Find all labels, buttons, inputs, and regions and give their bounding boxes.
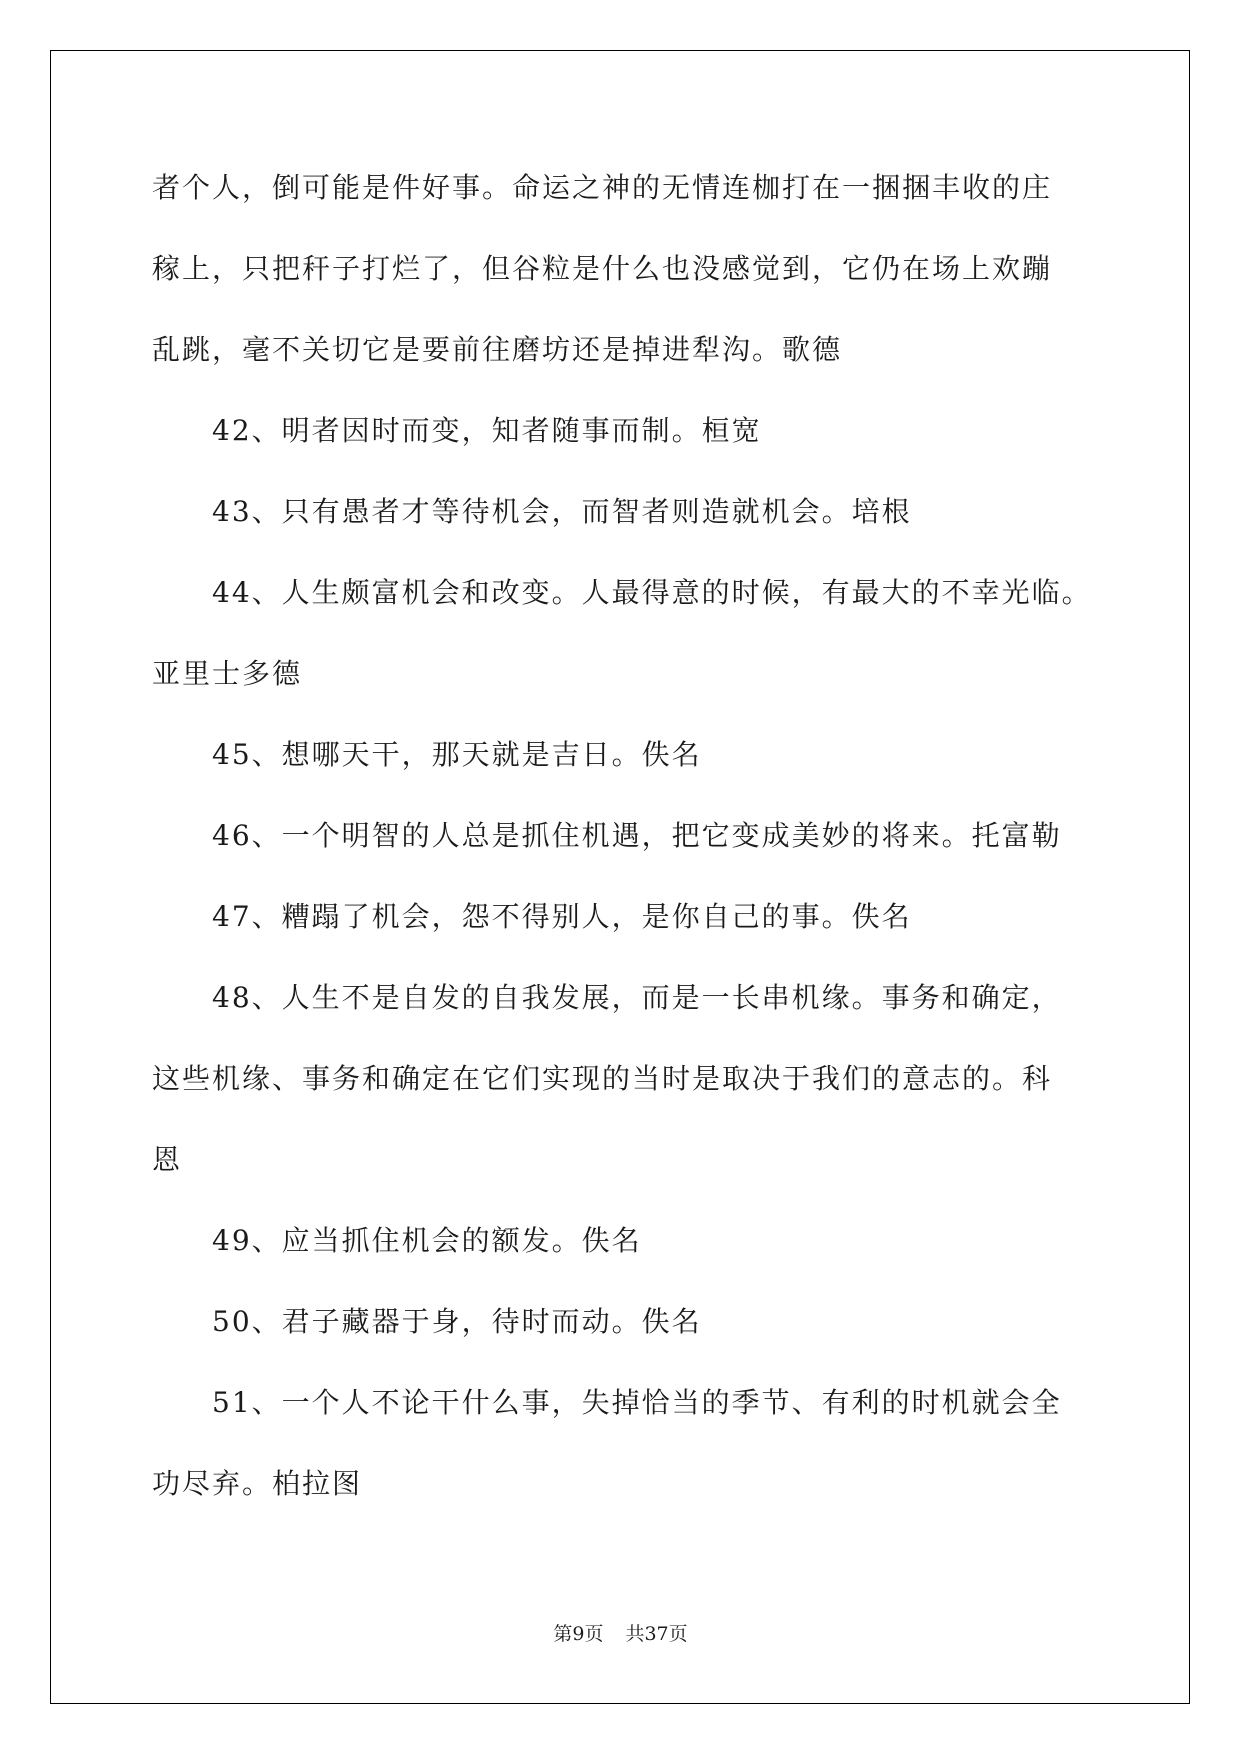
quote-48-continued: 这些机缘、事务和确定在它们实现的当时是取决于我们的意志的。科 [152, 1062, 1053, 1095]
quote-50: 50、君子藏器于身，待时而动。佚名 [212, 1305, 702, 1338]
quote-48: 48、人生不是自发的自我发展，而是一长串机缘。事务和确定， [212, 981, 1062, 1014]
quote-51: 51、一个人不论干什么事，失掉恰当的季节、有利的时机就会全 [212, 1386, 1062, 1419]
text-line: 稼上，只把秆子打烂了，但谷粒是什么也没感觉到，它仍在场上欢蹦 [152, 252, 1053, 285]
page-footer [0, 1622, 1241, 1646]
quote-44-continued: 亚里士多德 [152, 657, 303, 690]
quote-49: 49、应当抓住机会的额发。佚名 [212, 1224, 642, 1257]
page-number: 第9页 [553, 1623, 604, 1645]
quote-51-continued: 功尽弃。柏拉图 [152, 1467, 363, 1500]
document-body [152, 160, 1112, 1537]
quote-48-continued: 恩 [152, 1143, 183, 1176]
text-line: 乱跳，毫不关切它是要前往磨坊还是掉进犁沟。歌德 [152, 333, 843, 366]
quote-47: 47、糟蹋了机会，怨不得别人，是你自己的事。佚名 [212, 900, 912, 933]
quote-43: 43、只有愚者才等待机会，而智者则造就机会。培根 [212, 495, 912, 528]
text-line: 者个人，倒可能是件好事。命运之神的无情连枷打在一捆捆丰收的庄 [152, 171, 1053, 204]
quote-44: 44、人生颇富机会和改变。人最得意的时候，有最大的不幸光临。 [212, 576, 1092, 609]
page-total: 共37页 [625, 1623, 688, 1645]
quote-42: 42、明者因时而变，知者随事而制。桓宽 [212, 414, 762, 447]
quote-45: 45、想哪天干，那天就是吉日。佚名 [212, 738, 702, 771]
quote-46: 46、一个明智的人总是抓住机遇，把它变成美妙的将来。托富勒 [212, 819, 1062, 852]
